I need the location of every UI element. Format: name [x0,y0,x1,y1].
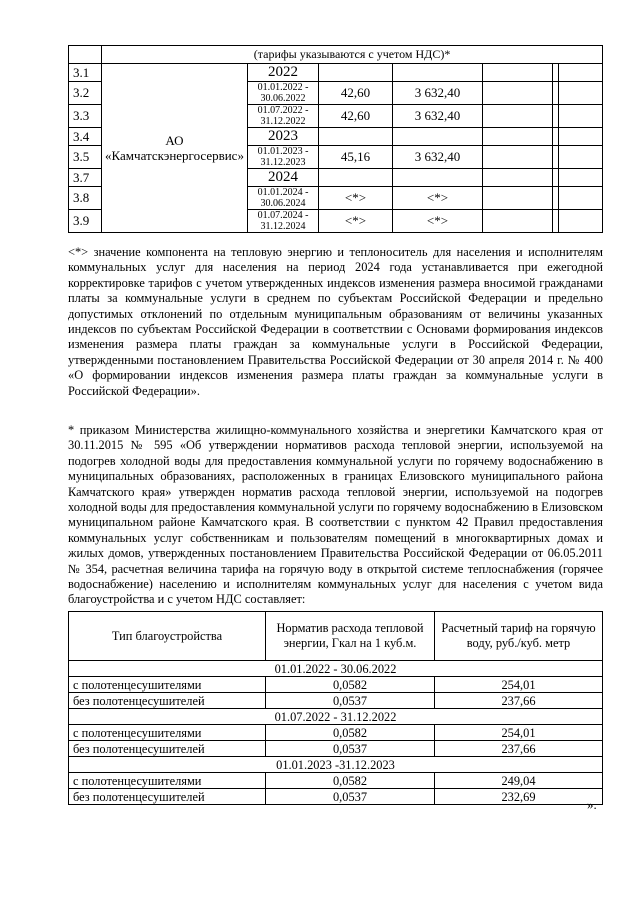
type-cell: с полотенцесушителями [69,725,266,741]
period-heading: 01.01.2022 - 30.06.2022 [69,661,603,677]
year-label: 2022 [248,64,319,82]
type-cell: с полотенцесушителями [69,677,266,693]
year-label: 2024 [248,169,319,187]
norm-cell: 0,0582 [266,725,435,741]
norm-cell: 0,0537 [266,789,435,805]
row-number: 3.5 [69,146,102,169]
tariff-cell: 237,66 [435,693,603,709]
header-tariff: Расчетный тариф на горячую воду, руб./куб. метр [435,612,603,661]
tariff-table [68,45,603,233]
note-blank-cell [69,46,102,64]
tariff-cell: 254,01 [435,725,603,741]
norm-cell: 0,0582 [266,677,435,693]
vat-note: (тарифы указываются с учетом НДС)* [102,46,603,64]
value-cell: <*> [393,187,483,210]
table-row [69,773,603,789]
row-number: 3.2 [69,82,102,105]
table-row [69,677,603,693]
row-number: 3.1 [69,64,102,82]
tariff-cell: 237,66 [435,741,603,757]
hot-water-tariff-table [68,611,603,805]
row-number: 3.9 [69,210,102,233]
period-cell: 01.07.2022 - 31.12.2022 [248,105,319,128]
period-cell: 01.07.2024 - 31.12.2024 [248,210,319,233]
value-cell: 45,16 [319,146,393,169]
value-cell: 3 632,40 [393,82,483,105]
period-heading: 01.01.2023 -31.12.2023 [69,757,603,773]
table-row [69,725,603,741]
header-norm: Норматив расхода тепловой энергии, Гкал на 1 куб.м. [266,612,435,661]
type-cell: без полотенцесушителей [69,693,266,709]
value-cell: 42,60 [319,105,393,128]
row-number: 3.8 [69,187,102,210]
table-row [69,693,603,709]
row-number: 3.3 [69,105,102,128]
tariff-cell: 232,69 [435,789,603,805]
header-type: Тип благоустройства [69,612,266,661]
closing-quote: ». [587,797,597,812]
norm-cell: 0,0537 [266,693,435,709]
type-cell: с полотенцесушителями [69,773,266,789]
year-label: 2023 [248,128,319,146]
row-number: 3.7 [69,169,102,187]
value-cell: <*> [319,210,393,233]
value-cell: 3 632,40 [393,146,483,169]
value-cell: <*> [393,210,483,233]
table-row [69,741,603,757]
tariff-cell: 254,01 [435,677,603,693]
norm-cell: 0,0582 [266,773,435,789]
value-cell: 3 632,40 [393,105,483,128]
period-cell: 01.01.2022 - 30.06.2022 [248,82,319,105]
row-number: 3.4 [69,128,102,146]
footnote-paragraph: <*> значение компонента на тепловую энергию и теплоноситель для населения и исполнителям коммунальных услуг для населения на период 2024 года устанавливается при ежегодной корректировке тарифов с учетом утвержденных индексов изменения размера вносимой гражданами платы за коммунальные услуги в среднем по субъектам Российской Федерации и предельно допустимых отклонений по отдельным муниципальным образованиям от величины указанных индексов по субъектам Российской Федерации в соответствии с Основами формирования индексов изменения размера платы граждан за коммунальные услуги в Российской Федерации, утвержденными постановлением Правительства Российской Федерации от 30 апреля 2014 г. № 400 «О формировании индексов изменения размера платы граждан за коммунальные услуги в Российской Федерации». [68,245,603,398]
period-heading: 01.07.2022 - 31.12.2022 [69,709,603,725]
order-paragraph: * приказом Министерства жилищно-коммунального хозяйства и энергетики Камчатского края от 30.11.2015 № 595 «Об утверждении нормативов расхода тепловой энергии, используемой на подогрев холодной воды для предоставления коммунальной услуги по горячему водоснабжению в муниципальных образованиях, расположенных в границах Елизовского муниципального района Камчатского края» утвержден норматив расхода тепловой энергии, используемой на подогрев холодной воды для предоставления коммунальной услуги по горячему водоснабжению в Елизовском муниципальном районе Камчатского края. В соответствии с пунктом 42 Правил предоставления коммунальных услуг собственникам и пользователям помещений в многоквартирных домах и жилых домов, утвержденных постановлением Правительства Российской Федерации от 06.05.2011 № 354, расчетная величина тарифа на горячую воду в открытой системе теплоснабжения (горячее водоснабжение) населению и исполнителям коммунальных услуг для населения с учетом вида благоустройства и с учетом НДС составляет: [68,423,603,607]
norm-cell: 0,0537 [266,741,435,757]
tariff-cell: 249,04 [435,773,603,789]
value-cell: 42,60 [319,82,393,105]
type-cell: без полотенцесушителей [69,741,266,757]
period-cell: 01.01.2023 - 31.12.2023 [248,146,319,169]
table-row [69,789,603,805]
period-cell: 01.01.2024 - 30.06.2024 [248,187,319,210]
type-cell: без полотенцесушителей [69,789,266,805]
value-cell: <*> [319,187,393,210]
organization-name: АО «Камчатскэнергосервис» [102,64,248,233]
